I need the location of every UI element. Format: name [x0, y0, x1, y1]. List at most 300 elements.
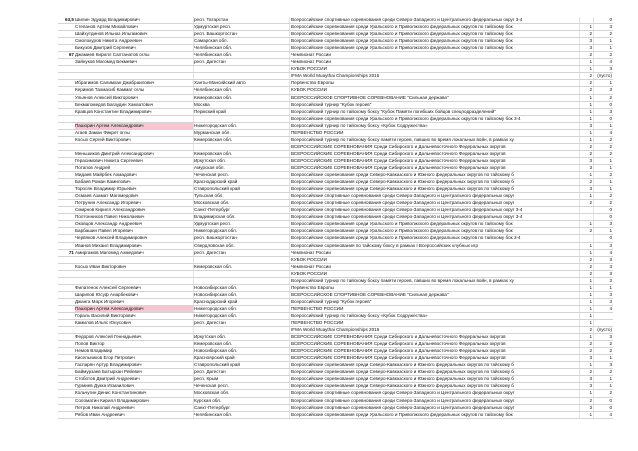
score-cell[interactable]: 1: [609, 284, 612, 290]
athlete-name-cell[interactable]: Бекмагомедов Багаудин Хамзатович: [75, 101, 154, 107]
table-row[interactable]: [58, 109, 613, 116]
athlete-name-cell[interactable]: Джанга Марк Игоревич: [75, 298, 124, 304]
table-row[interactable]: [58, 144, 613, 151]
place-cell[interactable]: 1: [589, 298, 592, 304]
region-cell[interactable]: Краснодарский край: [194, 298, 238, 304]
place-cell[interactable]: 1: [589, 277, 592, 283]
region-cell[interactable]: Краснодарский край: [194, 179, 238, 185]
table-row[interactable]: [58, 123, 613, 130]
place-cell[interactable]: 2: [589, 179, 592, 185]
athlete-name-cell[interactable]: Барбашин Павел Игоревич: [75, 228, 133, 234]
score-cell[interactable]: 0: [609, 397, 612, 403]
score-cell[interactable]: 2: [609, 143, 612, 149]
score-cell[interactable]: 4: [609, 249, 612, 255]
place-cell[interactable]: 1: [589, 390, 592, 396]
event-cell[interactable]: Всероссийские спортивные соревнования среди Северо-Западного и Центрального федеральных округ 3-4: [291, 17, 523, 22]
score-cell[interactable]: (пусто): [597, 327, 612, 333]
event-cell[interactable]: Всероссийские соревнования среди Уральского и Приволжского федеральных округов по тайскому бок: [291, 228, 513, 234]
place-cell[interactable]: 3: [589, 45, 592, 51]
score-cell[interactable]: 3: [609, 221, 612, 227]
place-cell[interactable]: 3: [589, 38, 592, 44]
region-cell[interactable]: Нижегородская обл.: [194, 122, 237, 128]
score-cell[interactable]: 3: [609, 362, 612, 368]
place-cell[interactable]: 2: [589, 397, 592, 403]
event-cell[interactable]: Всероссийские соревнования среди Уральского и Приволжского федеральных округов по тайскому бок: [291, 45, 513, 51]
score-cell[interactable]: 3: [609, 87, 612, 93]
event-cell[interactable]: Всероссийские соревнования среди Уральского и Приволжского федеральных округов по тайскому бок: [291, 221, 513, 227]
table-row[interactable]: [58, 257, 613, 264]
place-cell[interactable]: 1: [589, 320, 592, 326]
region-cell[interactable]: Чеченская респ.: [194, 172, 229, 178]
athlete-name-cell[interactable]: Ульянов Алексей Викторович: [75, 94, 138, 100]
event-cell[interactable]: Всероссийский турнир "Кубок героев": [291, 101, 372, 107]
table-row[interactable]: [58, 95, 613, 102]
place-cell[interactable]: 1: [589, 362, 592, 368]
place-cell[interactable]: 2: [589, 87, 592, 93]
region-cell[interactable]: Иркутская обл.: [194, 334, 226, 340]
score-cell[interactable]: 1: [609, 45, 612, 51]
table-row[interactable]: [58, 80, 613, 87]
table-row[interactable]: [58, 116, 613, 123]
table-row[interactable]: [58, 327, 613, 334]
athlete-name-cell[interactable]: Червяков Алексей Владимирович: [75, 235, 148, 241]
place-cell[interactable]: 2: [589, 348, 592, 354]
event-cell[interactable]: Всероссийский турнир по тайскому боксу «Кубок Содружества»: [291, 122, 428, 128]
place-cell[interactable]: 1: [589, 284, 592, 290]
athlete-name-cell[interactable]: Бикузов Дмитрий Сергеевич: [75, 45, 136, 51]
score-cell[interactable]: 0: [609, 207, 612, 213]
region-cell[interactable]: Курская обл.: [194, 397, 222, 403]
event-cell[interactable]: ВСЕРОССИЙСКИЕ СОРЕВНОВАНИЯ Среди Сибирского и Дальневосточного Федеральных округов: [291, 150, 506, 156]
place-cell[interactable]: 3: [589, 355, 592, 361]
athlete-name-cell[interactable]: Бабаев Роман Камилович: [75, 179, 131, 185]
athlete-name-cell[interactable]: Рябов Иван Андреевич: [75, 411, 125, 417]
event-cell[interactable]: Всероссийский турнир "Кубок героев": [291, 298, 372, 304]
region-cell[interactable]: Красноярский край: [194, 355, 235, 361]
place-cell[interactable]: 2: [589, 270, 592, 276]
event-cell[interactable]: ВСЕРОССИЙСКОЕ СПОРТИВНОЕ СОРЕВНОВАНИЕ "Сильная держава": [291, 94, 449, 100]
event-cell[interactable]: Всероссийские спортивные соревнования среди Северо-Западного и Центрального федеральных округ 3-4: [291, 214, 523, 220]
event-cell[interactable]: ВСЕРОССИЙСКИЕ СОРЕВНОВАНИЯ Среди Сибирского и Дальневосточного Федеральных округов: [291, 355, 506, 361]
score-cell[interactable]: 3: [609, 242, 612, 248]
region-cell[interactable]: Кемеровская обл.: [194, 150, 233, 156]
place-cell[interactable]: 3: [589, 383, 592, 389]
athlete-name-cell[interactable]: Иванов Михаил Владимирович: [75, 242, 142, 248]
table-row[interactable]: [58, 17, 613, 24]
table-row[interactable]: [58, 285, 613, 292]
athlete-name-cell[interactable]: Меньшиков Дмитрий Александрович: [75, 150, 154, 156]
score-cell[interactable]: 1: [609, 228, 612, 234]
score-cell[interactable]: 2: [609, 172, 612, 178]
region-cell[interactable]: Удмуртская респ.: [194, 221, 232, 227]
region-cell[interactable]: Челябинская обл.: [194, 87, 233, 93]
score-cell[interactable]: 3: [609, 334, 612, 340]
table-row[interactable]: [58, 87, 613, 94]
region-cell[interactable]: Чеченская респ.: [194, 383, 229, 389]
score-cell[interactable]: 2: [609, 369, 612, 375]
table-row[interactable]: [58, 66, 613, 73]
score-cell[interactable]: 2: [609, 31, 612, 37]
athlete-name-cell[interactable]: Косых Иван Викторович: [75, 263, 127, 269]
table-row[interactable]: [58, 172, 613, 179]
region-cell[interactable]: Ставропольский край: [194, 362, 240, 368]
score-cell[interactable]: 1: [609, 122, 612, 128]
table-row[interactable]: [58, 137, 613, 144]
athlete-name-cell[interactable]: Зайнуков Магомед Бекмевич: [75, 59, 137, 65]
event-cell[interactable]: Всероссийские соревнования по тайскому боксу в рамках I Всероссийских клубных игр: [291, 242, 479, 248]
place-cell[interactable]: 2: [589, 341, 592, 347]
score-cell[interactable]: 1: [609, 355, 612, 361]
table-row[interactable]: [58, 52, 613, 59]
region-cell[interactable]: респ. Дагестан: [194, 369, 226, 375]
score-cell[interactable]: 2: [609, 341, 612, 347]
rank-cell[interactable]: 63,5: [65, 17, 74, 22]
table-row[interactable]: [58, 334, 613, 341]
athlete-name-cell[interactable]: Смирнов Кирилл Александрович: [75, 207, 146, 213]
athlete-name-cell[interactable]: Косых Сергей Викторович: [75, 136, 131, 142]
table-row[interactable]: [58, 278, 613, 285]
athlete-name-cell[interactable]: Мидаев Майрбек Ахмадович: [75, 172, 137, 178]
score-cell[interactable]: 3: [609, 24, 612, 30]
table-row[interactable]: [58, 369, 613, 376]
place-cell[interactable]: 1: [589, 108, 592, 114]
athlete-name-cell[interactable]: Кисельников Егор Петрович: [75, 355, 135, 361]
event-cell[interactable]: Всероссийские соревнования среди Уральского и Приволжского федеральных округов по тайскому бок: [291, 31, 513, 37]
table-row[interactable]: [58, 383, 613, 390]
event-cell[interactable]: Чемпионат России: [291, 59, 331, 65]
athlete-name-cell[interactable]: Стоботов Дмитрий Андреевич: [75, 376, 140, 382]
score-cell[interactable]: 2: [609, 150, 612, 156]
event-cell[interactable]: Чемпионат России: [291, 263, 331, 269]
table-row[interactable]: [58, 130, 613, 137]
event-cell[interactable]: Всероссийские соревнования среди Северо-Кавказского и Южного федеральных округов по тайскому б: [291, 362, 514, 368]
region-cell[interactable]: респ. Башкортостан: [194, 31, 237, 37]
rank-cell[interactable]: 71: [68, 249, 74, 255]
athlete-name-cell[interactable]: Немов Владимир: [75, 348, 113, 354]
event-cell[interactable]: Первенство Европы: [291, 80, 334, 86]
score-cell[interactable]: 0: [609, 115, 612, 121]
event-cell[interactable]: Чемпионат России: [291, 52, 331, 58]
athlete-name-cell[interactable]: Керимов Тахмасиб Каммат оглы: [75, 87, 145, 93]
region-cell[interactable]: Самарская обл.: [194, 38, 228, 44]
event-cell[interactable]: ВСЕРОССИЙСКИЕ СОРЕВНОВАНИЯ Среди Сибирского и Дальневосточного Федеральных округов: [291, 348, 506, 354]
score-cell[interactable]: 1: [609, 164, 612, 170]
place-cell[interactable]: 2: [589, 73, 592, 79]
region-cell[interactable]: Иркутская обл.: [194, 157, 226, 163]
region-cell[interactable]: Ставропольский край: [194, 186, 240, 192]
athlete-name-cell[interactable]: Петрунин Александр Игоревич: [75, 200, 141, 206]
athlete-name-cell[interactable]: Шайхутдинов Ильназ Ильгамович: [75, 31, 148, 37]
event-cell[interactable]: ПЕРВЕНСТВО РОССИИ: [291, 129, 344, 135]
score-cell[interactable]: 0: [609, 101, 612, 107]
region-cell[interactable]: Челябинская обл.: [194, 411, 233, 417]
event-cell[interactable]: Всероссийские соревнования среди Северо-Кавказского и Южного федеральных округов по тайскому б: [291, 179, 514, 185]
event-cell[interactable]: Всероссийский турнир по тайскому боксу «Кубок Содружества»: [291, 312, 428, 318]
region-cell[interactable]: Москва: [194, 101, 210, 107]
event-cell[interactable]: Всероссийские соревнования среди Северо-Кавказского и Южного федеральных округов по тайскому б: [291, 186, 514, 192]
event-cell[interactable]: Всероссийские спортивные соревнования среди Северо-Западного и Центрального федеральных округ 3-4: [291, 207, 523, 213]
place-cell[interactable]: 2: [589, 31, 592, 37]
place-cell[interactable]: 2: [589, 200, 592, 206]
place-cell[interactable]: 2: [589, 228, 592, 234]
place-cell[interactable]: 1: [589, 94, 592, 100]
athlete-name-cell[interactable]: Шарипов Юсуф Анарбекович: [75, 291, 138, 297]
place-cell[interactable]: 2: [589, 327, 592, 333]
region-cell[interactable]: Нижегородская обл.: [194, 305, 237, 311]
place-cell[interactable]: 1: [589, 129, 592, 135]
event-cell[interactable]: Всероссийские соревнования среди Уральского и Приволжского федеральных округов по тайскому бок 3-4: [291, 115, 521, 121]
region-cell[interactable]: Челябинская обл.: [194, 52, 233, 58]
score-cell[interactable]: 0: [609, 404, 612, 410]
place-cell[interactable]: 1: [589, 136, 592, 142]
athlete-name-cell[interactable]: Гораль Василий Викторович: [75, 312, 136, 318]
table-row[interactable]: [58, 405, 613, 412]
score-cell[interactable]: 0: [609, 235, 612, 241]
place-cell[interactable]: 1: [589, 115, 592, 121]
place-cell[interactable]: 1: [589, 312, 592, 318]
score-cell[interactable]: 0: [609, 214, 612, 220]
score-cell[interactable]: 1: [609, 186, 612, 192]
region-cell[interactable]: респ. Крым: [194, 376, 219, 382]
athlete-name-cell[interactable]: Полтоннихов Павел Николаевич: [75, 214, 145, 220]
table-row[interactable]: [58, 313, 613, 320]
athlete-name-cell[interactable]: Баймурзаев Батырхан Рейевич: [75, 369, 142, 375]
score-cell[interactable]: 1: [609, 157, 612, 163]
table-row[interactable]: [58, 412, 613, 419]
event-cell[interactable]: Всероссийские соревнования среди Северо-Кавказского и Южного федеральных округов по тайскому б: [291, 383, 514, 389]
event-cell[interactable]: Всероссийский турнир по тайскому боксу "Кубок Памяти погибших бойцов спецподразделений": [291, 108, 496, 114]
athlete-name-cell[interactable]: Степанов Артем Михайлович: [75, 24, 138, 30]
athlete-name-cell[interactable]: Филатенок Алексей Сергеевич: [75, 284, 141, 290]
score-cell[interactable]: 3: [609, 298, 612, 304]
place-cell[interactable]: 2: [589, 256, 592, 262]
table-row[interactable]: [58, 102, 613, 109]
event-cell[interactable]: Всероссийские соревнования среди Уральского и Приволжского федеральных округов по тайскому бок: [291, 24, 513, 30]
score-cell[interactable]: 0: [609, 17, 612, 22]
score-cell[interactable]: 3: [609, 263, 612, 269]
athlete-name-cell[interactable]: Камилов Ильяс Юнусович: [75, 320, 132, 326]
region-cell[interactable]: Свердловская обл.: [194, 242, 235, 248]
place-cell[interactable]: 1: [589, 101, 592, 107]
event-cell[interactable]: ВСЕРОССИЙСКИЕ СОРЕВНОВАНИЯ Среди Сибирского и Дальневосточного Федеральных округов: [291, 164, 506, 170]
event-cell[interactable]: Всероссийские соревнования среди Северо-Кавказского и Южного федеральных округов по тайскому б: [291, 369, 514, 375]
athlete-name-cell[interactable]: Пашорин Артем Александрович: [75, 306, 193, 312]
table-row[interactable]: [58, 200, 613, 207]
athlete-name-cell[interactable]: Петров Николай Андреевич: [75, 404, 135, 410]
region-cell[interactable]: Санкт-Петербург: [194, 207, 231, 213]
table-row[interactable]: [58, 186, 613, 193]
score-cell[interactable]: 2: [609, 193, 612, 199]
region-cell[interactable]: Челябинская обл.: [194, 45, 233, 51]
score-cell[interactable]: 2: [609, 200, 612, 206]
event-cell[interactable]: Всероссийские соревнования среди Уральского и Приволжского федеральных округов по тайскому бок 3-4: [291, 235, 521, 241]
athlete-name-cell[interactable]: Оковцов Александр Андреевич: [75, 221, 143, 227]
table-row[interactable]: [58, 243, 613, 250]
athlete-name-cell[interactable]: Осмаев Азамат Магомедович: [75, 193, 139, 199]
place-cell[interactable]: 3: [589, 186, 592, 192]
athlete-name-cell[interactable]: Кольчугин Денис Константинович: [75, 390, 147, 396]
table-row[interactable]: [58, 390, 613, 397]
athlete-name-cell[interactable]: Смолокуров Никита Андреевич: [75, 38, 143, 44]
athlete-name-cell[interactable]: Джамиев Кирилл Салтанатов оглы: [75, 52, 150, 58]
event-cell[interactable]: Всероссийские спортивные соревнования среди Северо-Западного и Центрального федеральных округ: [291, 404, 515, 410]
region-cell[interactable]: респ. Башкортостан: [194, 235, 237, 241]
athlete-name-cell[interactable]: Гурмиев Дукка Исмаилович: [75, 383, 135, 389]
event-cell[interactable]: Всероссийские спортивные соревнования среди Северо-Западного и Центрального федеральных округ: [291, 193, 515, 199]
table-row[interactable]: [58, 73, 613, 80]
place-cell[interactable]: 3: [589, 164, 592, 170]
place-cell[interactable]: 1: [589, 59, 592, 65]
region-cell[interactable]: Кемеровская обл.: [194, 263, 233, 269]
region-cell[interactable]: Кемеровская обл.: [194, 94, 233, 100]
region-cell[interactable]: Новосибирская обл.: [194, 291, 238, 297]
place-cell[interactable]: 2: [589, 143, 592, 149]
score-cell[interactable]: 4: [609, 411, 612, 417]
score-cell[interactable]: 4: [609, 129, 612, 135]
event-cell[interactable]: КУБОК РОССИИ: [291, 256, 327, 262]
athlete-name-cell[interactable]: Гаспарян Артур Владимирович: [75, 362, 142, 368]
region-cell[interactable]: Нижегородская обл.: [194, 228, 237, 234]
table-row[interactable]: [58, 341, 613, 348]
rank-cell[interactable]: 67: [68, 52, 74, 58]
place-cell[interactable]: 1: [589, 172, 592, 178]
score-cell[interactable]: (пусто): [597, 73, 612, 79]
table-row[interactable]: [58, 376, 613, 383]
region-cell[interactable]: Ханты-Мансийский авто: [194, 80, 246, 86]
event-cell[interactable]: Всероссийские спортивные соревнования среди Северо-Западного и Центрального федеральных округ: [291, 200, 515, 206]
event-cell[interactable]: ПЕРВЕНСТВО РОССИИ: [291, 320, 344, 326]
event-cell[interactable]: ПЕРВЕНСТВО РОССИИ: [291, 305, 344, 311]
event-cell[interactable]: IFMA World Muaythai Championships 2015: [291, 73, 380, 79]
place-cell[interactable]: 2: [589, 263, 592, 269]
region-cell[interactable]: Нижегородская обл.: [194, 312, 237, 318]
region-cell[interactable]: Санкт-Петербург: [194, 404, 231, 410]
region-cell[interactable]: Новосибирская обл.: [194, 284, 238, 290]
event-cell[interactable]: Всероссийские соревнования среди Уральского и Приволжского федеральных округов по тайскому бок: [291, 411, 513, 417]
score-cell[interactable]: 4: [609, 305, 612, 311]
table-row[interactable]: [58, 362, 613, 369]
region-cell[interactable]: Новосибирская обл.: [194, 348, 238, 354]
athlete-name-cell[interactable]: Агаев Заман Фикрет оглы: [75, 129, 130, 135]
score-cell[interactable]: 1: [609, 179, 612, 185]
region-cell[interactable]: респ. Татарстан: [194, 17, 229, 22]
event-cell[interactable]: ВСЕРОССИЙСКИЕ СОРЕВНОВАНИЯ Среди Сибирского и Дальневосточного Федеральных округов: [291, 143, 506, 149]
table-row[interactable]: [58, 214, 613, 221]
table-row[interactable]: [58, 59, 613, 66]
table-row[interactable]: [58, 320, 613, 327]
athlete-name-cell[interactable]: Кравцов Константин Владимирович: [75, 108, 152, 114]
place-cell[interactable]: 2: [589, 369, 592, 375]
athlete-name-cell[interactable]: Герасимович Никита Сергеевич: [75, 157, 143, 163]
event-cell[interactable]: Всероссийские спортивные соревнования среди Северо-Западного и Центрального федеральных округ: [291, 390, 515, 396]
score-cell[interactable]: 4: [609, 59, 612, 65]
table-row[interactable]: [58, 45, 613, 52]
table-row[interactable]: [58, 38, 613, 45]
place-cell[interactable]: 1: [589, 66, 592, 72]
table-row[interactable]: [58, 221, 613, 228]
score-cell[interactable]: 2: [609, 136, 612, 142]
place-cell[interactable]: 2: [589, 80, 592, 86]
table-row[interactable]: [58, 31, 613, 38]
table-row[interactable]: [58, 264, 613, 271]
place-cell[interactable]: 2: [589, 52, 592, 58]
region-cell[interactable]: Удмуртская респ.: [194, 24, 232, 30]
table-row[interactable]: [58, 348, 613, 355]
table-row[interactable]: [58, 193, 613, 200]
table-row[interactable]: [58, 179, 613, 186]
event-cell[interactable]: Всероссийский турнир по тайскому боксу памяти героев, павших во время локальных войн, в рамках ху: [291, 136, 514, 142]
place-cell[interactable]: 1: [589, 334, 592, 340]
score-cell[interactable]: 1: [609, 38, 612, 44]
place-cell[interactable]: 3: [589, 404, 592, 410]
score-cell[interactable]: 1: [609, 383, 612, 389]
place-cell[interactable]: 1: [589, 24, 592, 30]
event-cell[interactable]: Всероссийские спортивные соревнования среди Северо-Западного и Центрального федеральных округ: [291, 397, 515, 403]
table-row[interactable]: [58, 306, 613, 313]
region-cell[interactable]: респ. Дагестан: [194, 249, 226, 255]
event-cell[interactable]: КУБОК РОССИИ: [291, 270, 327, 276]
athlete-name-cell[interactable]: Попов Виктор: [75, 341, 105, 347]
event-cell[interactable]: Первенство Европы: [291, 284, 334, 290]
region-cell[interactable]: Пермский край: [194, 108, 226, 114]
athlete-name-cell[interactable]: Ибрагимов Салимхан Джабраилович: [75, 80, 155, 86]
place-cell[interactable]: 1: [589, 291, 592, 297]
event-cell[interactable]: КУБОК РОССИИ: [291, 66, 327, 72]
athlete-name-cell[interactable]: Потапов Андрей: [75, 164, 111, 170]
event-cell[interactable]: Всероссийские соревнования среди Уральского и Приволжского федеральных округов по тайскому бок: [291, 38, 513, 44]
region-cell[interactable]: Мурманская обл.: [194, 129, 231, 135]
event-cell[interactable]: Чемпионат России: [291, 249, 331, 255]
place-cell[interactable]: 1: [589, 193, 592, 199]
event-cell[interactable]: ВСЕРОССИЙСКОЕ СПОРТИВНОЕ СОРЕВНОВАНИЕ "Сильная держава": [291, 291, 449, 297]
score-cell[interactable]: 3: [609, 66, 612, 72]
athlete-name-cell[interactable]: Соломатин Кирилл Владимирович: [75, 397, 149, 403]
region-cell[interactable]: Кемеровская обл.: [194, 136, 233, 142]
table-row[interactable]: [58, 355, 613, 362]
athlete-name-cell[interactable]: Амиргамов Магомед Ахмедович: [75, 249, 144, 255]
score-cell[interactable]: 3: [609, 108, 612, 114]
score-cell[interactable]: 3: [609, 256, 612, 262]
athlete-name-cell[interactable]: Шилин Эдуард Владимирович: [75, 17, 140, 22]
event-cell[interactable]: IFMA World Muaythai Championships 2015: [291, 327, 380, 333]
score-cell[interactable]: 1: [609, 80, 612, 86]
score-cell[interactable]: 3: [609, 277, 612, 283]
score-cell[interactable]: 3: [609, 291, 612, 297]
table-row[interactable]: [58, 398, 613, 405]
table-row[interactable]: [58, 292, 613, 299]
place-cell[interactable]: 1: [589, 305, 592, 311]
place-cell[interactable]: 2: [589, 150, 592, 156]
place-cell[interactable]: 1: [589, 221, 592, 227]
table-row[interactable]: [58, 207, 613, 214]
table-row[interactable]: [58, 165, 613, 172]
table-row[interactable]: [58, 271, 613, 278]
place-cell[interactable]: 1: [589, 249, 592, 255]
table-row[interactable]: [58, 235, 613, 242]
score-cell[interactable]: 2: [609, 52, 612, 58]
region-cell[interactable]: Московская обл.: [194, 200, 230, 206]
table-row[interactable]: [58, 151, 613, 158]
place-cell[interactable]: 3: [589, 376, 592, 382]
region-cell[interactable]: Тульская обл.: [194, 193, 224, 199]
region-cell[interactable]: Владимирская обл.: [194, 214, 236, 220]
score-cell[interactable]: 2: [609, 348, 612, 354]
athlete-name-cell[interactable]: Пашорин Артем Александрович: [75, 123, 193, 129]
event-cell[interactable]: ВСЕРОССИЙСКИЕ СОРЕВНОВАНИЯ Среди Сибирского и Дальневосточного Федеральных округов: [291, 341, 506, 347]
table-row[interactable]: [58, 24, 613, 31]
event-cell[interactable]: ВСЕРОССИЙСКИЕ СОРЕВНОВАНИЯ Среди Сибирского и Дальневосточного Федеральных округов: [291, 334, 506, 340]
athlete-name-cell[interactable]: Торосян Владимир Юрьевич: [75, 186, 137, 192]
